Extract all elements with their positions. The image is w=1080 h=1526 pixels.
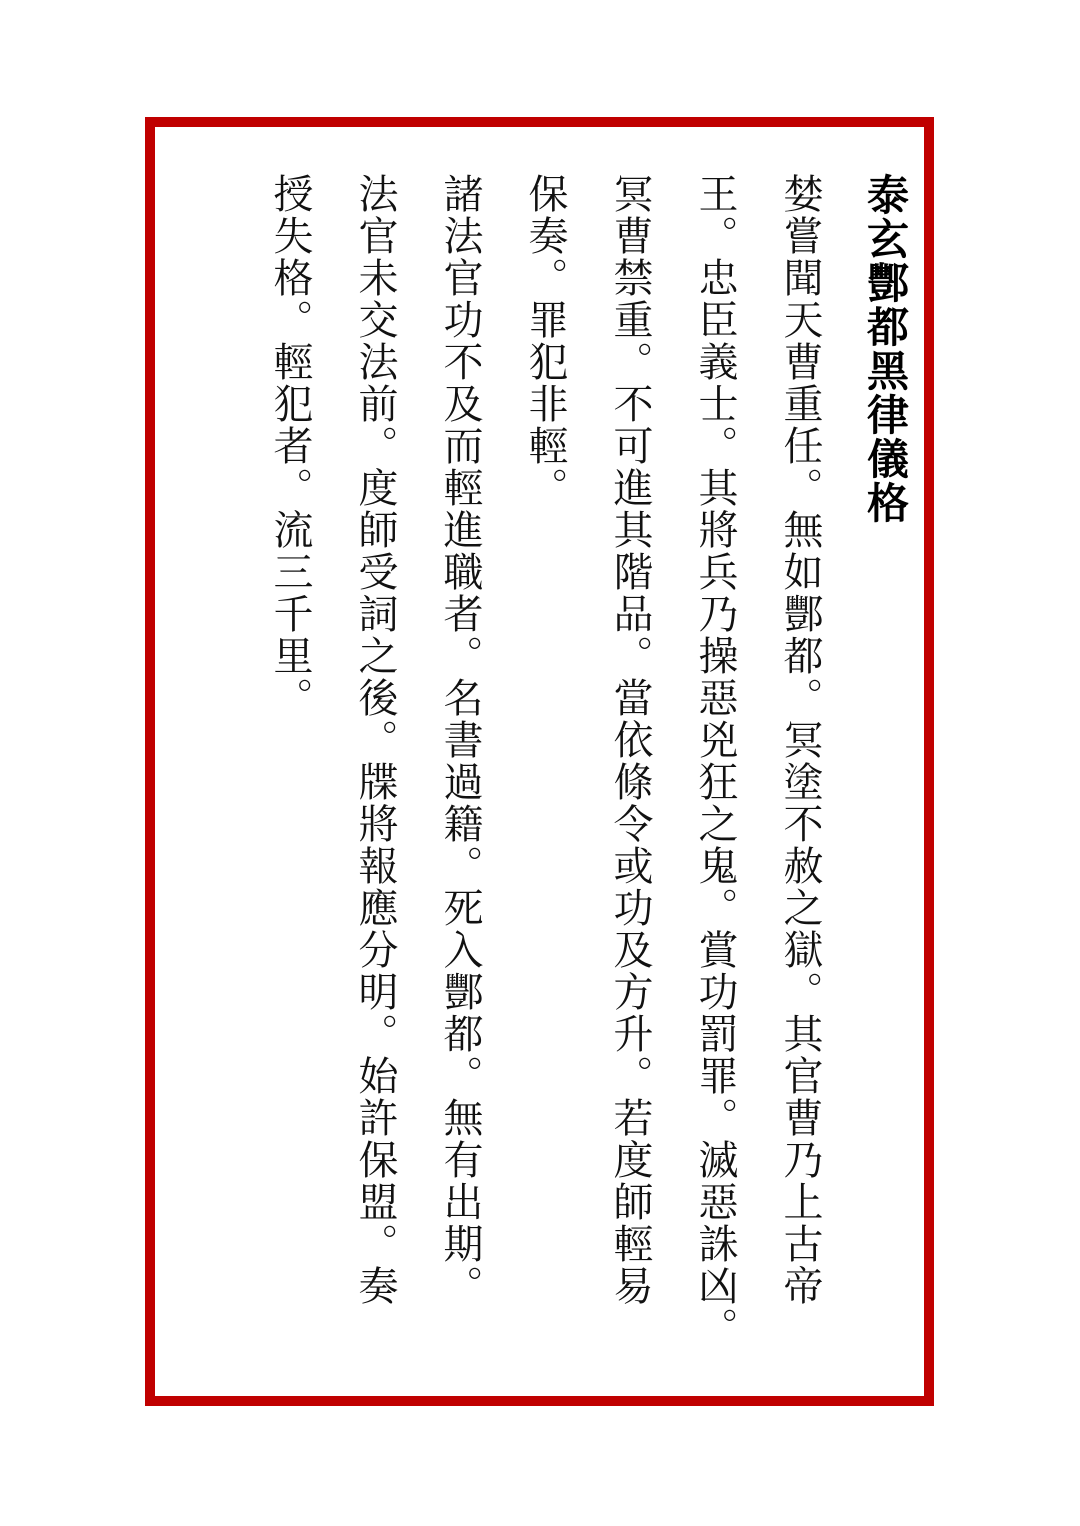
text-column-2: 王。忠臣義士。其將兵乃操惡兇狂之鬼。賞功罰罪。滅惡誅凶。 (692, 173, 738, 1349)
text-column-1: 婪嘗聞天曹重任。無如酆都。冥塗不赦之獄。其官曹乃上古帝 (777, 173, 823, 1307)
text-column-3: 冥曹禁重。不可進其階品。當依條令或功及方升。若度師輕易 (607, 173, 653, 1307)
text-column-5: 諸法官功不及而輕進職者。名書過籍。死入酆都。無有出期。 (437, 173, 483, 1307)
document-title: 泰玄酆都黑律儀格 (861, 173, 910, 525)
document-frame (145, 117, 934, 1406)
text-column-6: 法官未交法前。度師受詞之後。牒將報應分明。始許保盟。奏 (352, 173, 398, 1307)
text-column-7: 授失格。輕犯者。流三千里。 (267, 173, 313, 719)
vertical-text-block (165, 173, 910, 1353)
text-column-4: 保奏。罪犯非輕。 (522, 173, 568, 509)
